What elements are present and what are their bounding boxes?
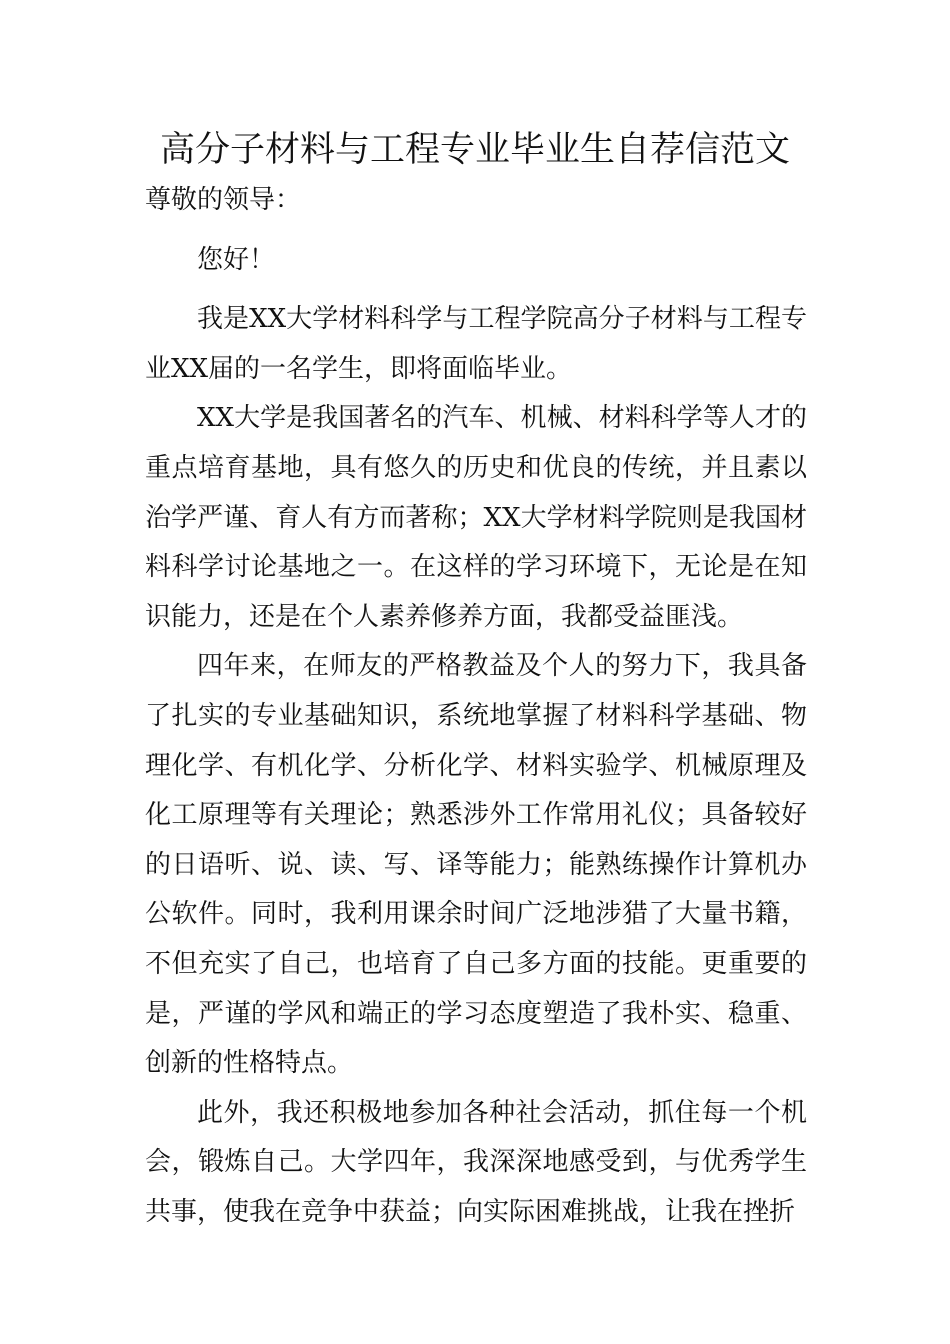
paragraph: XX大学是我国著名的汽车、机械、材料科学等人才的重点培育基地，具有悠久的历史和优良的传统，并且素以治学严谨、育人有方而著称；XX大学材料学院则是我国材料科学讨论基地之一。在这样的学习环境下，无论是在知识能力，还是在个人素养修养方面，我都受益匪浅。	[145, 403, 807, 632]
paragraph: 四年来，在师友的严格教益及个人的努力下，我具备了扎实的专业基础知识，系统地掌握了材料科学基础、物理化学、有机化学、分析化学、材料实验学、机械原理及化工原理等有关理论；熟悉涉外工作常用礼仪；具备较好的日语听、说、读、写、译等能力；能熟练操作计算机办公软件。同时，我利用课余时间广泛地涉猎了大量书籍，不但充实了自己，也培育了自己多方面的技能。更重要的是，严谨的学风和端正的学习态度塑造了我朴实、稳重、创新的性格特点。	[145, 651, 807, 1079]
letter-body	[145, 176, 807, 1237]
paragraph: 此外，我还积极地参加各种社会活动，抓住每一个机会，锻炼自己。大学四年，我深深地感受到，与优秀学生共事，使我在竞争中获益；向实际困难挑战，让我在挫折	[145, 1097, 807, 1227]
greeting: 您好！	[197, 244, 276, 275]
salutation: 尊敬的领导：	[145, 185, 302, 215]
document-title: 高分子材料与工程专业毕业生自荐信范文	[159, 130, 790, 170]
paragraph: 我是XX大学材料科学与工程学院高分子材料与工程专业XX届的一名学生，即将面临毕业。	[145, 304, 807, 384]
